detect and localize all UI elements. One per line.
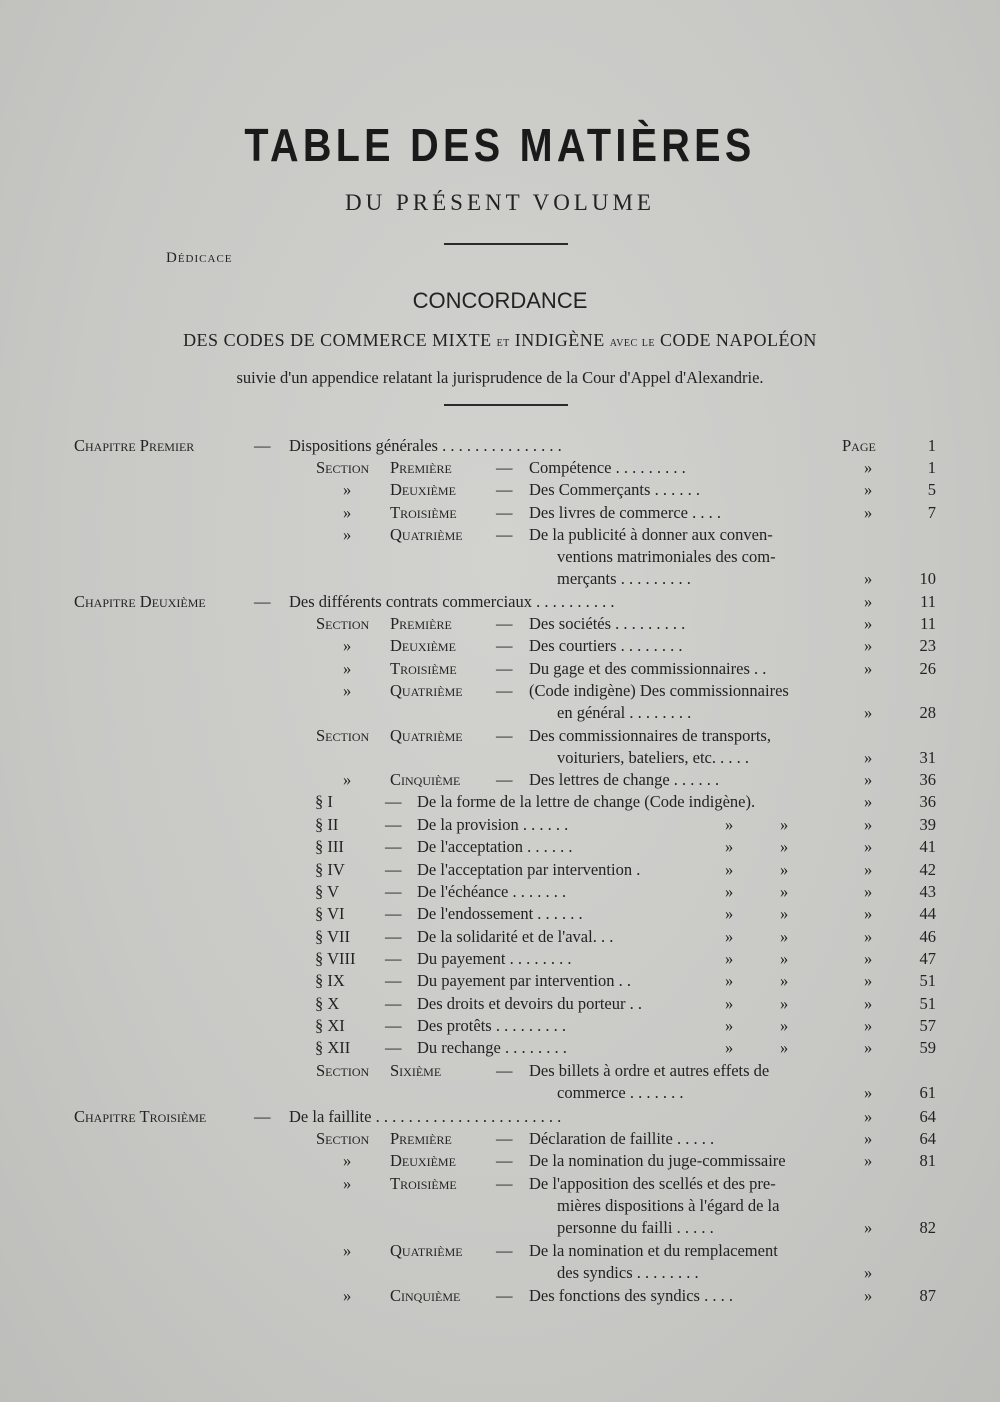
entry-title: ventions matrimoniales des com- [557,547,776,566]
page-number: 81 [919,1151,936,1170]
section-label: Quatrième [390,1241,463,1260]
entry-title: De la nomination du juge-commissaire [529,1151,786,1170]
entry-title: De la publicité à donner aux conven- [529,525,773,544]
page-label: Page [842,436,876,455]
em-dash: — [254,436,271,455]
ditto-mark: » [780,1038,789,1057]
ditto-mark: » [864,1016,873,1035]
concordance-text-a: DES CODES DE COMMERCE MIXTE [183,330,492,350]
section-label: Deuxième [390,636,456,655]
section-prefix: Section [316,458,370,477]
dot-leader: . . . . . . . . . [491,1016,566,1035]
entry-title: De l'échéance . . . . . . . [417,882,567,901]
entry-title: De la faillite . . . . . . . . . . . . . . . . . . . . . . . [289,1107,562,1126]
section-prefix: Section [316,614,370,633]
ditto-mark: » [780,882,789,901]
chapter-label: Chapitre Troisième [74,1107,207,1126]
ditto-mark: » [864,837,873,856]
em-dash: — [385,971,402,990]
section-prefix: » [343,659,352,678]
dot-leader: . . . . . . [518,815,569,834]
em-dash: — [385,837,402,856]
page-number: 5 [927,480,936,499]
page-title: TABLE DES MATIÈRES [244,119,756,171]
em-dash: — [496,1286,513,1305]
section-heading-concordance: CONCORDANCE [412,288,588,313]
em-dash: — [385,949,402,968]
page-number: 23 [919,636,936,655]
em-dash: — [254,1107,271,1126]
dot-leader: . . . . . [672,1129,715,1148]
em-dash: — [496,503,513,522]
entry-title: Des commissionnaires de transports, [529,726,771,745]
dot-leader: . . . . . . . . [625,703,692,722]
page-number: 26 [919,659,936,678]
page-number: 41 [919,837,936,856]
page-subtitle: DU PRÉSENT VOLUME [345,190,655,215]
ditto-mark: » [864,503,873,522]
ditto-mark: » [864,458,873,477]
page-number: 1 [927,436,936,455]
dot-leader: . . . . [715,748,749,767]
page-number: 43 [919,882,936,901]
em-dash: — [385,994,402,1013]
section-prefix: » [343,636,352,655]
ditto-mark: » [864,1038,873,1057]
ditto-mark: » [725,971,734,990]
entry-title: Des courtiers . . . . . . . . [529,636,683,655]
entry-title: Des billets à ordre et autres effets de [529,1061,770,1080]
paragraph-label: § VI [315,904,345,923]
ditto-mark: » [864,1083,873,1102]
section-prefix: Section [316,1061,370,1080]
entry-title: Déclaration de faillite . . . . . [529,1129,715,1148]
ditto-mark: » [864,659,873,678]
section-prefix: » [343,1151,352,1170]
section-label: Quatrième [390,681,463,700]
section-prefix: » [343,503,352,522]
paragraph-label: § III [315,837,344,856]
ditto-mark: » [725,1038,734,1057]
page-number: 11 [920,592,936,611]
section-label: Cinquième [390,1286,461,1305]
dot-leader: . . . . . . . . . . [531,592,615,611]
section-label: Quatrième [390,726,463,745]
dot-leader: . . . . . . . . [505,949,572,968]
ditto-mark: » [864,815,873,834]
dot-leader: . . . . . . . . [616,636,683,655]
paragraph-label: § VII [315,927,350,946]
page-number: 31 [919,748,936,767]
section-label: Première [390,614,452,633]
entry-title: De l'acceptation . . . . . . [417,837,573,856]
page-number: 11 [920,614,936,633]
paragraph-label: § IX [315,971,345,990]
entry-title: (Code indigène) Des commissionnaires [529,681,789,700]
dot-leader: . . . . . . . . . [611,614,686,633]
em-dash: — [385,904,402,923]
em-dash: — [385,882,402,901]
section-prefix: » [343,480,352,499]
paragraph-label: § I [315,792,333,811]
concordance-note: suivie d'un appendice relatant la jurisprudence de la Cour d'Appel d'Alexandrie. [236,368,764,387]
em-dash: — [385,815,402,834]
entry-title: mières dispositions à l'égard de la [557,1196,780,1215]
entry-title: des syndics . . . . . . . . [557,1263,699,1282]
ditto-mark: » [864,703,873,722]
entry-title: personne du failli . . . . . [557,1218,714,1237]
dot-leader: . . . . [699,1286,733,1305]
ditto-mark: » [780,994,789,1013]
dot-leader: . . . . . . . . [500,1038,567,1057]
section-label: Quatrième [390,525,463,544]
dot-leader: . . . . . . . . . . . . . . . [437,436,562,455]
page-number: 28 [919,703,936,722]
section-label: Cinquième [390,770,461,789]
page-number: 51 [919,994,936,1013]
paragraph-label: § XI [315,1016,345,1035]
em-dash: — [496,770,513,789]
entry-title: Des Commerçants . . . . . . [529,480,700,499]
section-prefix: » [343,1286,352,1305]
entry-title: Du payement par intervention . . [417,971,631,990]
page-number: 1 [927,458,936,477]
ditto-mark: » [864,860,873,879]
ditto-mark: » [864,994,873,1013]
dot-leader: . . . . . . . [625,1083,684,1102]
dot-leader: . . [749,659,767,678]
em-dash: — [496,458,513,477]
dedicace-entry: Dédicace [166,250,233,266]
page-number: 59 [919,1038,936,1057]
section-label: Troisième [390,659,457,678]
section-label: Première [390,458,452,477]
em-dash: — [496,1174,513,1193]
ditto-mark: » [780,904,789,923]
em-dash: — [385,792,402,811]
dot-leader: . . . . . . . . . [611,458,686,477]
ditto-mark: » [725,949,734,968]
dot-leader: . . [625,994,642,1013]
page-number: 46 [919,927,936,946]
ditto-mark: » [864,614,873,633]
entry-title: De l'acceptation par intervention . [417,860,641,879]
ditto-mark: » [725,837,734,856]
section-label: Deuxième [390,1151,456,1170]
dot-leader: . . . . [687,503,721,522]
entry-title: Du gage et des commissionnaires . . [529,659,767,678]
section-prefix: Section [316,726,370,745]
concordance-text-c: CODE NAPOLÉON [659,330,817,350]
ditto-mark: » [864,770,873,789]
em-dash: — [496,1151,513,1170]
entry-title: Du payement . . . . . . . . [417,949,572,968]
concordance-text-et: et [496,335,510,350]
paragraph-label: § VIII [315,949,356,968]
section-prefix: Section [316,1129,370,1148]
em-dash: — [496,1061,513,1080]
ditto-mark: » [725,927,734,946]
ditto-mark: » [725,1016,734,1035]
ditto-mark: » [780,1016,789,1035]
em-dash: — [496,525,513,544]
entry-title: commerce . . . . . . . [557,1083,684,1102]
ditto-mark: » [864,636,873,655]
entry-title: Des livres de commerce . . . . [529,503,721,522]
section-prefix: » [343,1174,352,1193]
ditto-mark: » [864,882,873,901]
entry-title: Dispositions générales . . . . . . . . . . . . . . . [289,436,562,455]
entry-title: Des sociétés . . . . . . . . . [529,614,686,633]
page-number: 42 [919,860,936,879]
em-dash: — [496,1241,513,1260]
page-number: 57 [919,1016,936,1035]
section-prefix: » [343,681,352,700]
chapter-label: Chapitre Premier [74,436,195,455]
entry-title: Des lettres de change . . . . . . [529,770,720,789]
entry-title: De l'apposition des scellés et des pre- [529,1174,776,1193]
dot-leader: . . . . . . . . . [616,569,691,588]
entry-title: voituriers, bateliers, etc. . . . . [557,748,749,767]
ditto-mark: » [725,860,734,879]
ditto-mark: » [864,592,873,611]
ditto-mark: » [864,949,873,968]
dot-leader: . . . . . . . [508,882,567,901]
dot-leader: . . . . . . [669,770,720,789]
paragraph-label: § II [315,815,339,834]
ditto-mark: » [864,792,873,811]
entry-title: Des droits et devoirs du porteur . . [417,994,642,1013]
page-number: 47 [919,949,936,968]
page-number: 39 [919,815,936,834]
em-dash: — [496,659,513,678]
section-label: Deuxième [390,480,456,499]
concordance-text-avec: avec le [609,335,655,350]
section-prefix: » [343,525,352,544]
em-dash: — [385,1038,402,1057]
ditto-mark: » [864,1286,873,1305]
entry-title: merçants . . . . . . . . . [557,569,691,588]
section-label: Troisième [390,503,457,522]
page-number: 36 [919,792,936,811]
dot-leader: . . [596,927,614,946]
page-number: 87 [919,1286,936,1305]
ditto-mark: » [780,971,789,990]
dot-leader: . . . . . . [533,904,583,923]
em-dash: — [496,636,513,655]
ditto-mark: » [864,904,873,923]
ditto-mark: » [780,815,789,834]
page-number: 51 [919,971,936,990]
ditto-mark: » [725,904,734,923]
ditto-mark: » [780,927,789,946]
section-label: Sixième [390,1061,442,1080]
entry-title: De l'endossement . . . . . . [417,904,583,923]
em-dash: — [385,1016,402,1035]
em-dash: — [496,726,513,745]
paragraph-label: § X [315,994,340,1013]
em-dash: — [385,927,402,946]
em-dash: — [496,614,513,633]
em-dash: — [254,592,271,611]
entry-title: Des fonctions des syndics . . . . [529,1286,733,1305]
dot-leader: . . [614,971,631,990]
ditto-mark: » [725,815,734,834]
paragraph-label: § V [315,882,339,901]
page-number: 64 [919,1107,936,1126]
em-dash: — [496,1129,513,1148]
dot-leader: . . . . . . . . . . . . . . . . . . . . . . . [371,1107,562,1126]
entry-title: De la forme de la lettre de change (Code indigène). [417,792,756,811]
ditto-mark: » [864,748,873,767]
page-number: 82 [919,1218,936,1237]
entry-title: Du rechange . . . . . . . . [417,1038,567,1057]
ditto-mark: » [780,837,789,856]
ditto-mark: » [864,1129,873,1148]
entry-title: en général . . . . . . . . [557,703,692,722]
section-prefix: » [343,770,352,789]
section-label: Première [390,1129,452,1148]
dot-leader: . . . . . [672,1218,714,1237]
entry-title: De la nomination et du remplacement [529,1241,778,1260]
ditto-mark: » [864,1263,873,1282]
ditto-mark: » [725,994,734,1013]
page-number: 64 [919,1129,936,1148]
entry-title: Des différents contrats commerciaux . . . . . . . . . . [289,592,615,611]
section-prefix: » [343,1241,352,1260]
dot-leader: . . . . . . [523,837,573,856]
ditto-mark: » [864,927,873,946]
dot-leader: . . . . . . [650,480,700,499]
entry-title: De la solidarité et de l'aval. . . [417,927,614,946]
ditto-mark: » [864,480,873,499]
entry-title: Compétence . . . . . . . . . [529,458,686,477]
section-label: Troisième [390,1174,457,1193]
em-dash: — [496,681,513,700]
ditto-mark: » [864,569,873,588]
em-dash: — [496,480,513,499]
paragraph-label: § XII [315,1038,351,1057]
dot-leader: . [632,860,641,879]
paragraph-label: § IV [315,860,345,879]
entry-title: De la provision . . . . . . [417,815,569,834]
page-number: 7 [927,503,936,522]
ditto-mark: » [780,860,789,879]
concordance-text-b: INDIGÈNE [514,330,605,350]
ditto-mark: » [780,949,789,968]
chapter-label: Chapitre Deuxième [74,592,206,611]
entry-title: Des protêts . . . . . . . . . [417,1016,566,1035]
ditto-mark: » [864,1218,873,1237]
em-dash: — [385,860,402,879]
ditto-mark: » [864,971,873,990]
ditto-mark: » [864,1151,873,1170]
page-number: 44 [919,904,936,923]
dot-leader: . . . . . . . . [632,1263,699,1282]
ditto-mark: » [864,1107,873,1126]
ditto-mark: » [725,882,734,901]
page-number: 61 [919,1083,936,1102]
page-number: 36 [919,770,936,789]
page-number: 10 [919,569,936,588]
